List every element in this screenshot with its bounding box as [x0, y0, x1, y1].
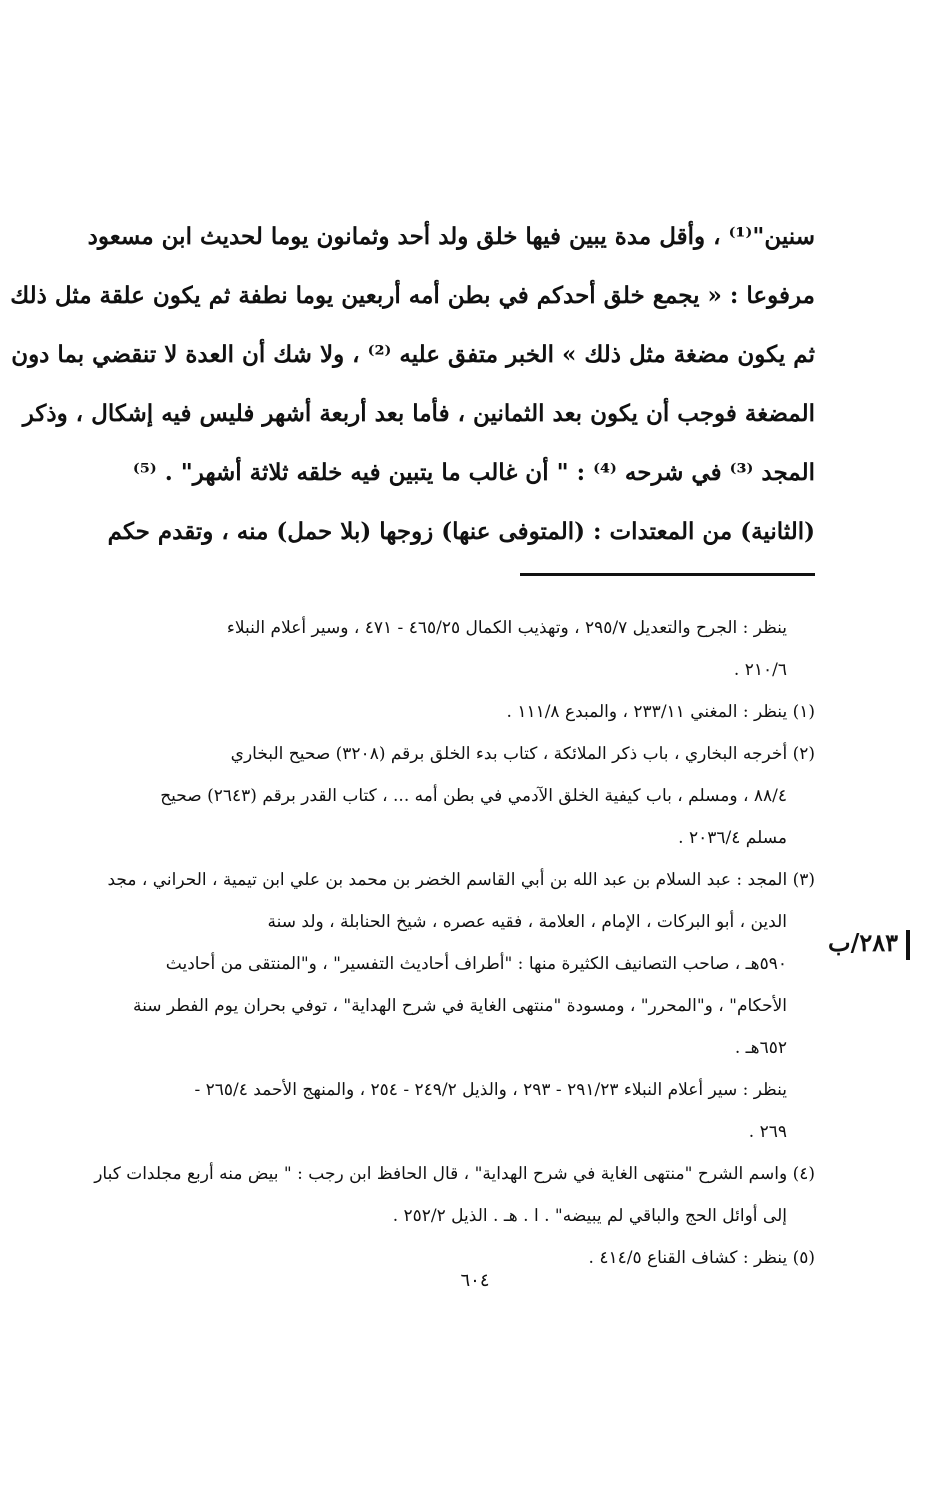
body-line: سنين"⁽¹⁾ ، وأقل مدة يبين فيها خلق ولد أحد وثمانون يوما لحديث ابن مسعود	[87, 223, 815, 250]
footnote-line: ٢١٠/٦ .	[733, 660, 787, 680]
footnote-3	[70, 859, 815, 1153]
manuscript-folio-marker	[800, 928, 910, 960]
footnote-4	[70, 1153, 815, 1237]
body-line: ثم يكون مضغة مثل ذلك » الخبر متفق عليه ⁽²⁾ ، ولا شك أن العدة لا تنقضي بما دون	[11, 341, 815, 368]
footnote-line: (٢) أخرجه البخاري ، باب ذكر الملائكة ، كتاب بدء الخلق برقم (٣٢٠٨) صحيح البخاري	[230, 744, 815, 764]
footnote-line: ٥٩٠هـ ، صاحب التصانيف الكثيرة منها : "أطراف أحاديث التفسير" ، و"المنتقى من أحاديث	[165, 954, 787, 974]
footnote-continuation	[70, 607, 815, 691]
footnote-line: ٨٨/٤ ، ومسلم ، باب كيفية الخلق الآدمي في بطن أمه ... ، كتاب القدر برقم (٢٦٤٣) صحيح	[160, 786, 787, 806]
margin-bracket	[906, 930, 910, 960]
footnote-line: (١) ينظر : المغني ٢٣٣/١١ ، والمبدع ١١١/٨ .	[506, 702, 815, 722]
main-body-text	[10, 207, 815, 561]
footnotes-section	[70, 607, 815, 1279]
footnote-1	[70, 691, 815, 733]
body-line: المجد ⁽³⁾ في شرحه ⁽⁴⁾ : " أن غالب ما يتبين فيه خلقه ثلاثة أشهر" . ⁽⁵⁾	[132, 459, 815, 486]
footnote-separator	[520, 573, 815, 576]
body-line: (الثانية) من المعتدات : (المتوفى عنها) زوجها (بلا حمل) منه ، وتقدم حكم	[107, 518, 815, 545]
footnote-line: (٣) المجد : عبد السلام بن عبد الله بن أبي القاسم الخضر بن محمد بن علي ابن تيمية ، الحراني ، مجد	[107, 870, 815, 890]
body-line: مرفوعا : « يجمع خلق أحدكم في بطن أمه أربعين يوما نطفة ثم يكون علقة مثل ذلك	[10, 282, 815, 309]
footnote-line: ينظر : الجرح والتعديل ٢٩٥/٧ ، وتهذيب الكمال ٤٦٥/٢٥ - ٤٧١ ، وسير أعلام النبلاء	[226, 618, 787, 638]
footnote-line: (٤) واسم الشرح "منتهى الغاية في شرح الهداية" ، قال الحافظ ابن رجب : " بيض منه أربع مجلدات كبار	[94, 1164, 815, 1184]
footnote-line: ٢٦٩ .	[748, 1122, 787, 1142]
footnote-line: ٦٥٢هـ .	[734, 1038, 787, 1058]
footnote-line: الأحكام" ، و"المحرر" ، ومسودة "منتهى الغاية في شرح الهداية" ، توفي بحران يوم الفطر سنة	[133, 996, 787, 1016]
footnote-2	[70, 733, 815, 859]
footnote-line: (٥) ينظر : كشاف القناع ٤١٤/٥ .	[588, 1248, 815, 1268]
footnote-line: إلى أوائل الحج والباقي لم يبيضه" . ا . هـ . الذيل ٢٥٢/٢ .	[392, 1206, 787, 1226]
folio-label: ٢٨٣/ب	[827, 928, 898, 957]
page-number: ٦٠٤	[460, 1270, 490, 1291]
footnote-line: الدين ، أبو البركات ، الإمام ، العلامة ، فقيه عصره ، شيخ الحنابلة ، ولد سنة	[267, 912, 787, 932]
body-line: المضغة فوجب أن يكون بعد الثمانين ، فأما بعد أربعة أشهر فليس فيه إشكال ، وذكر	[22, 400, 815, 427]
footnote-line: ينظر : سير أعلام النبلاء ٢٩١/٢٣ - ٢٩٣ ، والذيل ٢٤٩/٢ - ٢٥٤ ، والمنهج الأحمد ٢٦٥/٤ -	[194, 1080, 787, 1100]
footnote-line: مسلم ٢٠٣٦/٤ .	[678, 828, 787, 848]
